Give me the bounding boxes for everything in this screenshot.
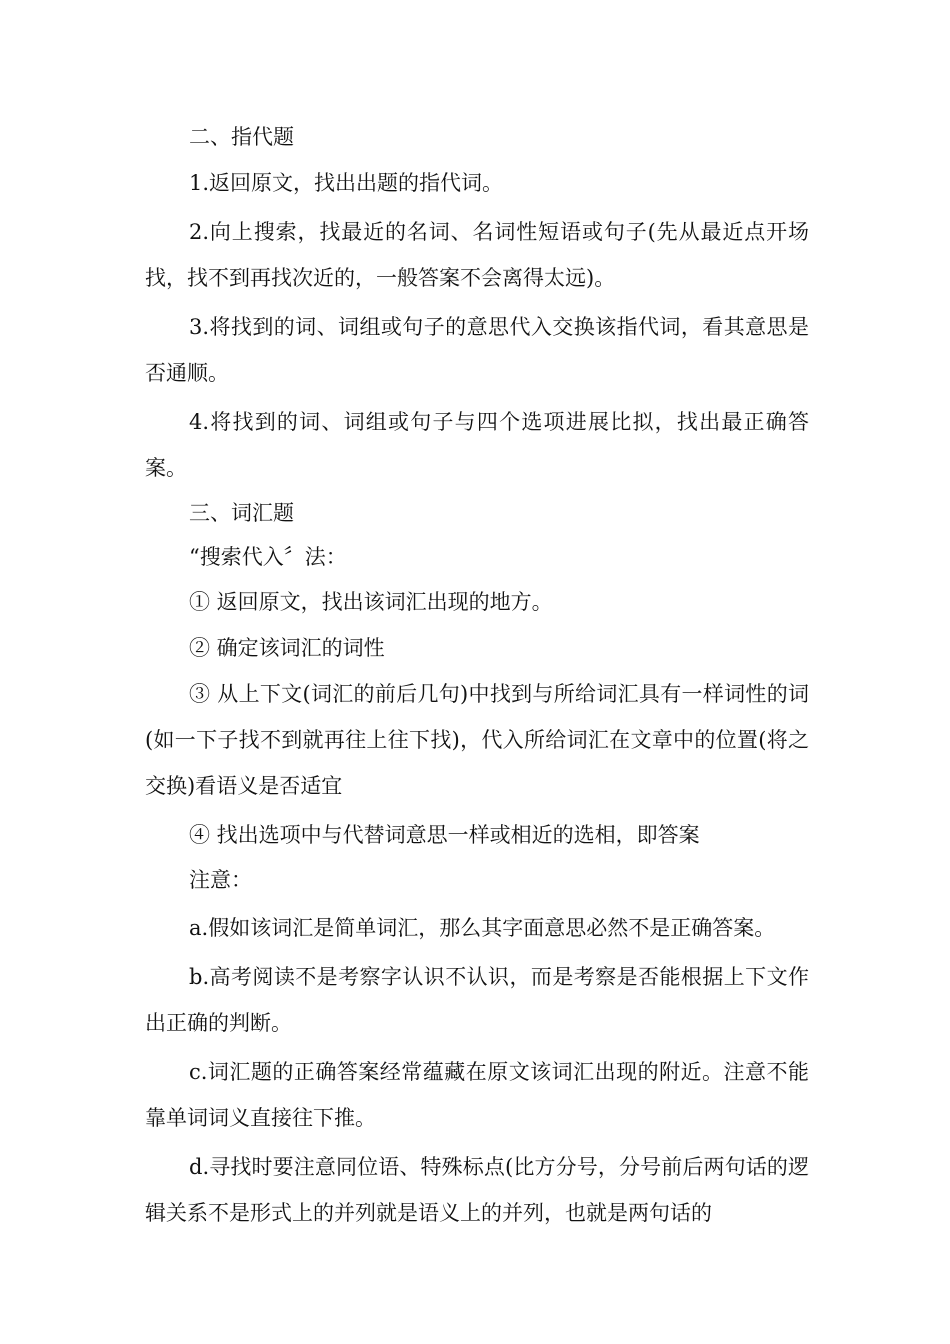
paragraph-method-step-2: ② 确定该词汇的词性 [189,636,385,660]
paragraph-step-1: 1.返回原文，找出出题的指代词。 [189,171,504,195]
paragraph-note-b: b.高考阅读不是考察字认识不认识，而是考察是否能根据上下文作出正确的判断。 [145,965,809,1035]
paragraph-step-3: 3.将找到的词、词组或句子的意思代入交换该指代词，看其意思是否通顺。 [145,315,809,385]
paragraph-step-2: 2.向上搜索，找最近的名词、名词性短语或句子(先从最近点开场找，找不到再找次近的，一般答案不会离得太远)。 [145,220,809,290]
paragraph-note-c: c.词汇题的正确答案经常蕴藏在原文该词汇出现的附近。注意不能靠单词词义直接往下推。 [145,1060,809,1130]
paragraph-method-step-4: ④ 找出选项中与代替词意思一样或相近的选相，即答案 [189,823,700,847]
paragraph-method-name: “搜索代入〞法： [189,545,347,569]
paragraph-note-a: a.假如该词汇是简单词汇，那么其字面意思必然不是正确答案。 [189,916,776,940]
heading-pronoun-questions: 二、指代题 [189,125,294,149]
heading-vocabulary-questions: 三、词汇题 [189,501,294,525]
paragraph-method-step-3: ③ 从上下文(词汇的前后几句)中找到与所给词汇具有一样词性的词(如一下子找不到就再往上往下找)，代入所给词汇在文章中的位置(将之交换)看语义是否适宜 [145,682,809,798]
paragraph-step-4: 4.将找到的词、词组或句子与四个选项进展比拟，找出最正确答案。 [145,410,809,480]
paragraph-note-d: d.寻找时要注意同位语、特殊标点(比方分号，分号前后两句话的逻辑关系不是形式上的并列就是语义上的并列，也就是两句话的 [145,1155,809,1225]
document-body [145,114,809,1236]
paragraph-note-heading: 注意： [189,868,252,892]
paragraph-method-step-1: ① 返回原文，找出该词汇出现的地方。 [189,590,553,614]
